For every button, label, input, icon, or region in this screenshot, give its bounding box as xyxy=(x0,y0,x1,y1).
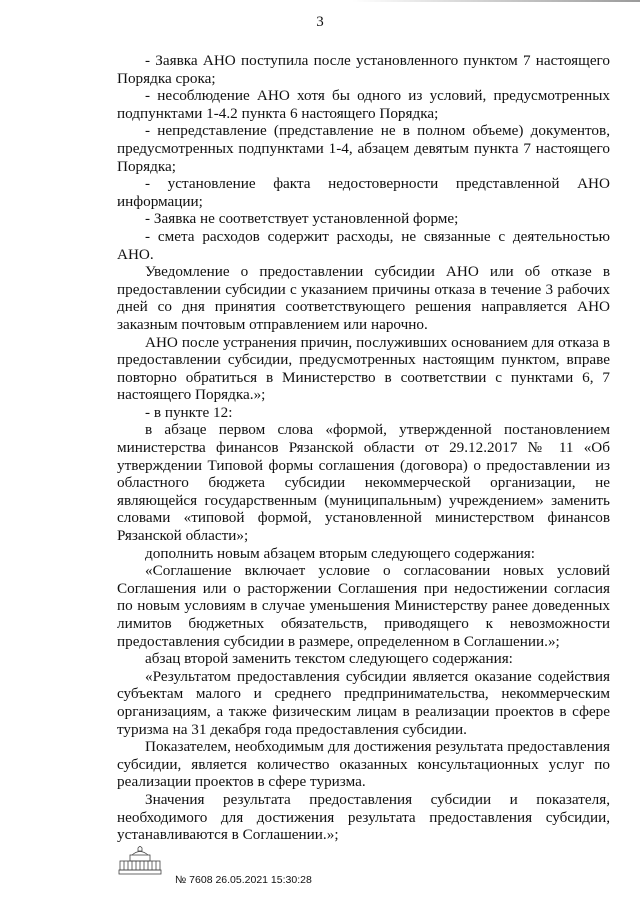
paragraph: - в пункте 12: xyxy=(145,403,233,421)
paragraph: «Соглашение включает условие о согласовании новых условий Соглашения или о расторжении Соглашения при недостижении согласия по новым условиям в случае уменьшения Министерству ранее доведенных лимитов бюджетных обязательств, приводящего к невозможности предоставления субсидии в размере, определенном в Соглашении.»; xyxy=(117,562,610,650)
paragraph: Уведомление о предоставлении субсидии АНО или об отказе в предоставлении субсидии с указанием причины отказа в течение 3 рабочих дней со дня принятия соответствующего решения направляется АНО заказным почтовым отправлением или нарочно. xyxy=(117,263,610,333)
paragraph: - несоблюдение АНО хотя бы одного из условий, предусмотренных подпунктами 1-4.2 пункта 6 настоящего Порядка; xyxy=(117,87,610,122)
registration-mark: № 7608 26.05.2021 15:30:28 xyxy=(175,874,312,886)
government-building-stamp-icon xyxy=(118,846,162,876)
paragraph: Значения результата предоставления субсидии и показателя, необходимого для достижения результата предоставления субсидии, устанавливаются в Соглашении.»; xyxy=(117,790,610,844)
paragraph: - установление факта недостоверности представленной АНО информации; xyxy=(117,175,610,210)
paragraph: абзац второй заменить текстом следующего содержания: xyxy=(145,650,513,668)
document-body xyxy=(117,52,610,844)
paragraph: АНО после устранения причин, послуживших основанием для отказа в предоставлении субсидии, предусмотренных настоящим пунктом, вправе повторно обратиться в Министерство в соответствии с пунктами 6, 7 настоящего Порядка.»; xyxy=(117,333,610,404)
paragraph: - Заявка АНО поступила после установленного пунктом 7 настоящего Порядка срока; xyxy=(117,52,610,87)
paragraph: Показателем, необходимым для достижения результата предоставления субсидии, является количество оказанных консультационных услуг по реализации проектов в сфере туризма. xyxy=(117,738,610,791)
paragraph: «Результатом предоставления субсидии является оказание содействия субъектам малого и среднего предпринимательства, некоммерческим организациям, а также физическим лицам в реализации проектов в сфере туризма на 31 декабря года предоставления субсидии. xyxy=(117,667,610,738)
scan-edge-shadow xyxy=(0,0,640,2)
paragraph: - Заявка не соответствует установленной форме; xyxy=(145,210,459,228)
paragraph: в абзаце первом слова «формой, утвержденной постановлением министерства финансов Рязанской области от 29.12.2017 № 11 «Об утверждении Типовой формы соглашения (договора) о предоставлении из областного бюджета субсидии некоммерческой организации, не являющейся государственным (муниципальным) учреждением» заменить словами «типовой формой, установленной министерством финансов Рязанской области»; xyxy=(117,421,610,545)
paragraph: - непредставление (представление не в полном объеме) документов, предусмотренных подпунктами 1-4, абзацем девятым пункта 7 настоящего Порядка; xyxy=(117,122,610,175)
paragraph: - смета расходов содержит расходы, не связанные с деятельностью АНО. xyxy=(117,227,610,263)
paragraph: дополнить новым абзацем вторым следующего содержания: xyxy=(145,544,535,562)
page-number: 3 xyxy=(316,14,324,30)
